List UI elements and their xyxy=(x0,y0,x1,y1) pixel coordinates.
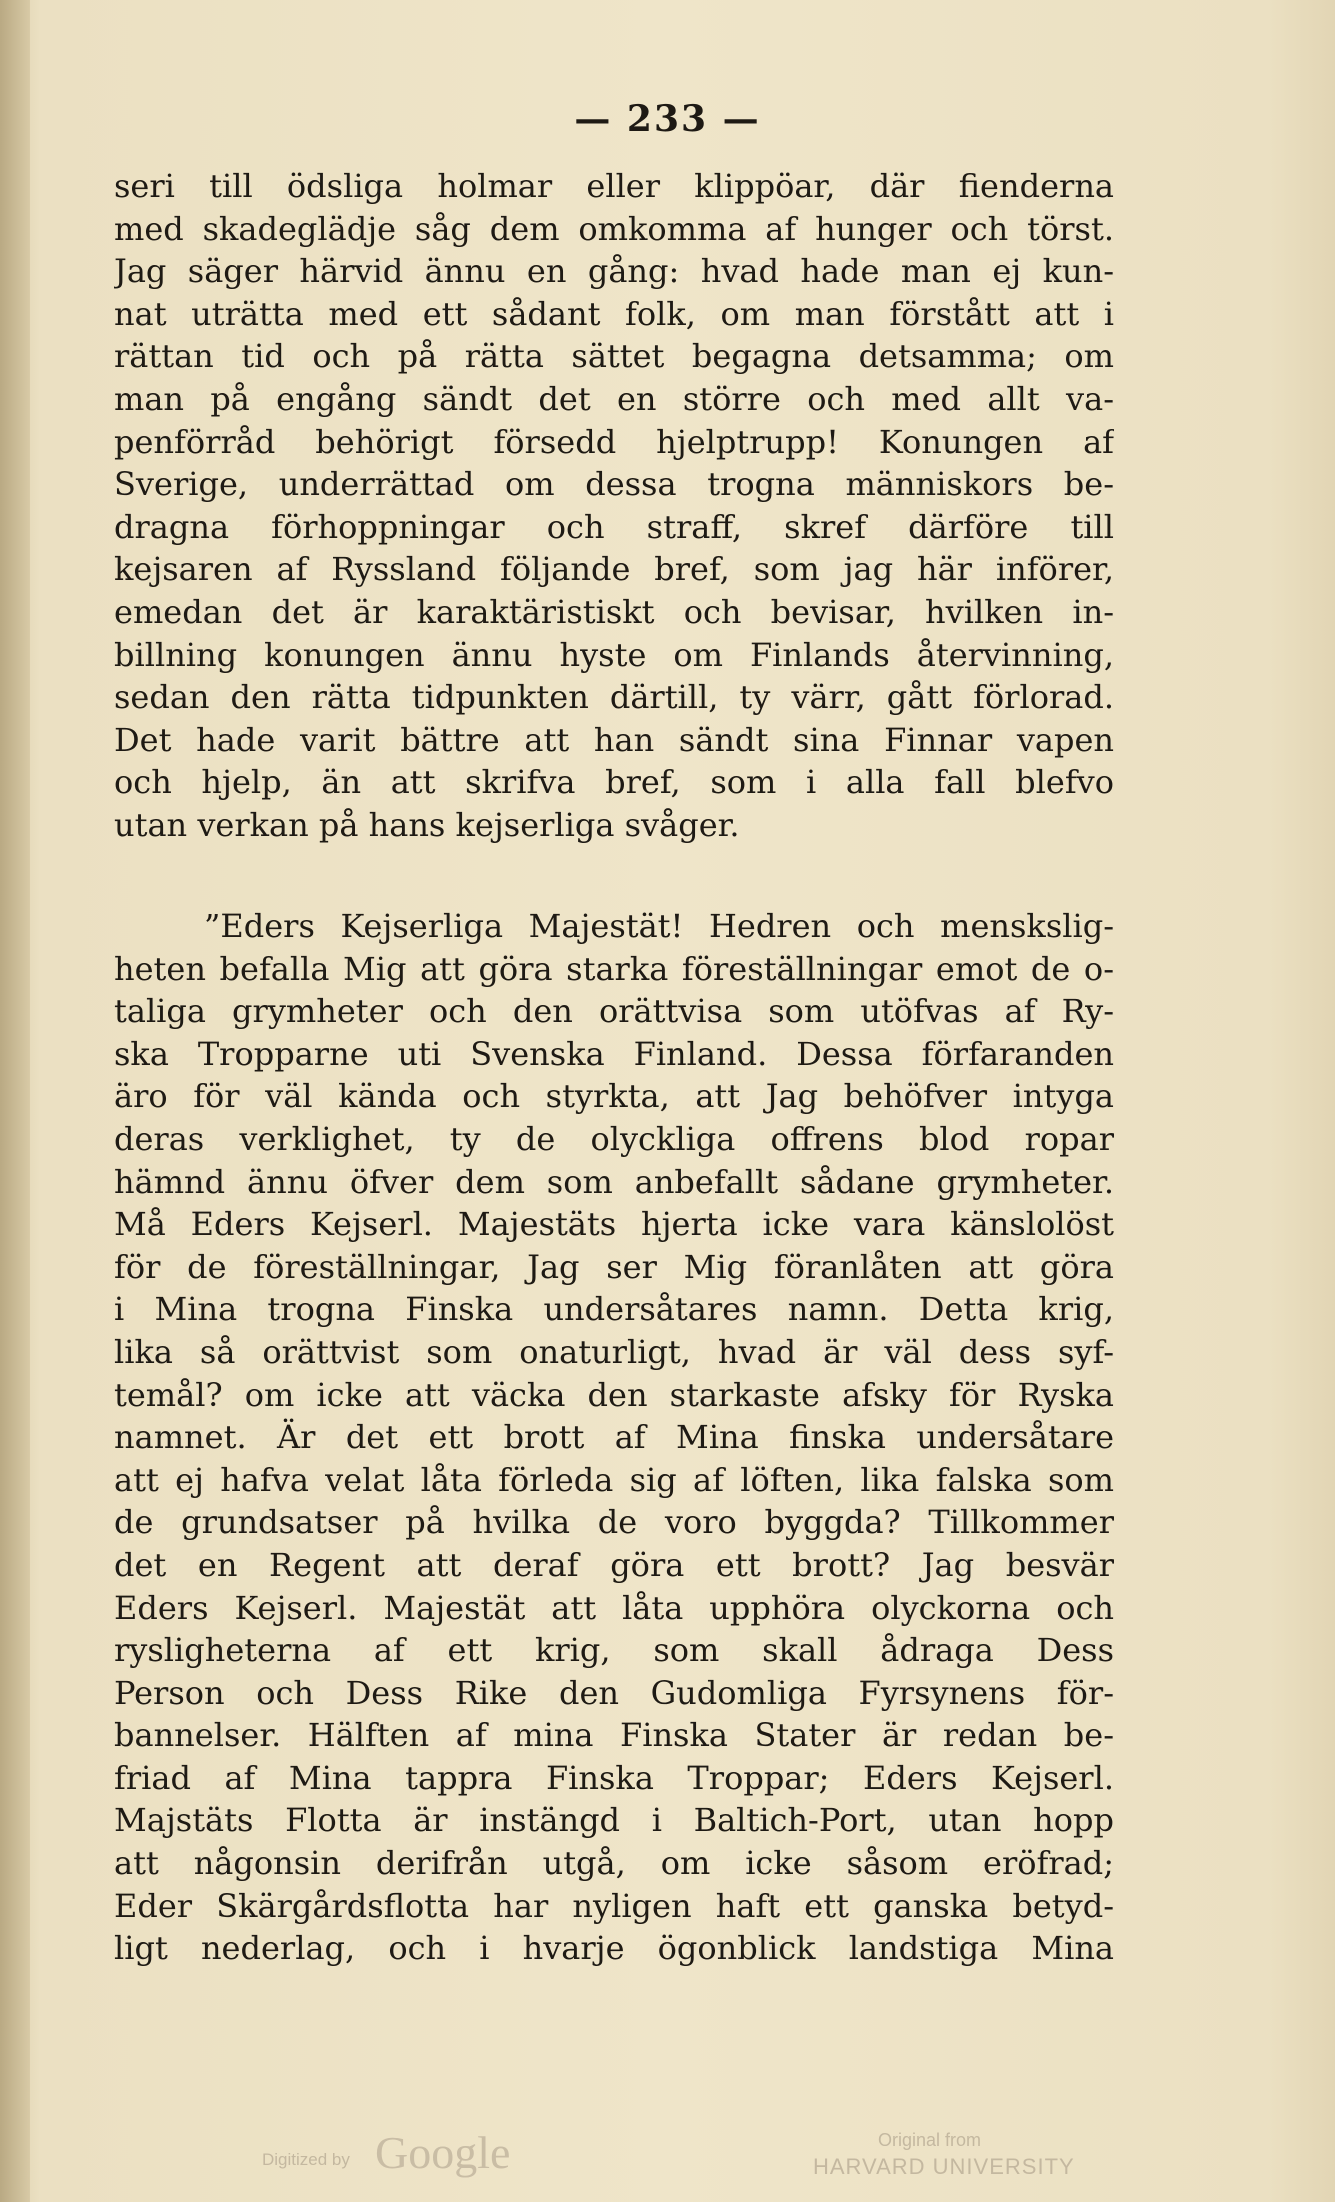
harvard-university-label: HARVARD UNIVERSITY xyxy=(813,2154,1075,2179)
paragraph-2-letter xyxy=(114,905,1114,1970)
text-line: Jag säger härvid ännu en gång: hvad hade man ej kun- xyxy=(114,252,1114,291)
text-line: billning konungen ännu hyste om Finlands återvinning, xyxy=(114,635,1114,674)
text-line: Eder Skärgårdsflotta har nyligen haft ett ganska betyd- xyxy=(114,1886,1114,1925)
text-line: emedan det är karaktäristiskt och bevisar, hvilken in- xyxy=(114,592,1114,631)
text-line: i Mina trogna Finska undersåtares namn. Detta krig, xyxy=(114,1290,1114,1329)
text-line: lika så orättvist som onaturligt, hvad är väl dess syf- xyxy=(114,1332,1114,1371)
text-line: att någonsin derifrån utgå, om icke såsom eröfrad; xyxy=(114,1844,1114,1883)
text-line: Det hade varit bättre att han sändt sina Finnar vapen xyxy=(114,720,1114,759)
text-line: de grundsatser på hvilka de voro byggda? Tillkommer xyxy=(114,1503,1114,1542)
book-binding-edge xyxy=(0,0,30,2202)
text-line: nat uträtta med ett sådant folk, om man förstått att i xyxy=(114,294,1114,333)
text-line: och hjelp, än att skrifva bref, som i alla fall blefvo xyxy=(114,763,1114,802)
text-line: bannelser. Hälften af mina Finska Stater är redan be- xyxy=(114,1716,1114,1755)
original-from-label: Original from xyxy=(878,2130,982,2150)
text-line: utan verkan på hans kejserliga svåger. xyxy=(114,805,740,844)
text-line: det en Regent att deraf göra ett brott? Jag besvär xyxy=(114,1545,1114,1584)
digitized-by-label: Digitized by xyxy=(262,2150,350,2169)
text-line: med skadeglädje såg dem omkomma af hunger och törst. xyxy=(114,209,1114,248)
text-line: att ej hafva velat låta förleda sig af löften, lika falska som xyxy=(114,1460,1114,1499)
text-line: dragna förhoppningar och straff, skref därföre till xyxy=(114,507,1114,546)
text-line: Sverige, underrättad om dessa trogna människors be- xyxy=(114,465,1114,504)
text-line: namnet. Är det ett brott af Mina finska undersåtare xyxy=(114,1418,1114,1457)
text-line: Person och Dess Rike den Gudomliga Fyrsynens för- xyxy=(114,1673,1114,1712)
text-line: man på engång sändt det en större och med allt va- xyxy=(114,379,1114,418)
text-line: rysligheterna af ett krig, som skall ådraga Dess xyxy=(114,1631,1114,1670)
text-line: Majstäts Flotta är instängd i Baltich-Port, utan hopp xyxy=(114,1801,1114,1840)
text-line: ligt nederlag, och i hvarje ögonblick landstiga Mina xyxy=(114,1929,1114,1968)
text-line: taliga grymheter och den orättvisa som utöfvas af Ry- xyxy=(114,992,1114,1031)
text-line: hämnd ännu öfver dem som anbefallt sådane grymheter. xyxy=(114,1162,1114,1201)
text-line: ska Tropparne uti Svenska Finland. Dessa förfaranden xyxy=(114,1034,1114,1073)
text-line: penförråd behörigt försedd hjelptrupp! Konungen af xyxy=(114,422,1114,461)
text-line: deras verklighet, ty de olyckliga offrens blod ropar xyxy=(114,1119,1114,1158)
text-line: rättan tid och på rätta sättet begagna detsamma; om xyxy=(114,337,1114,376)
text-line: kejsaren af Ryssland följande bref, som jag här införer, xyxy=(114,550,1114,589)
text-line: temål? om icke att väcka den starkaste afsky för Ryska xyxy=(114,1375,1114,1414)
text-line: äro för väl kända och styrkta, att Jag behöfver intyga xyxy=(114,1077,1114,1116)
text-line: ”Eders Kejserliga Majestät! Hedren och menskslig- xyxy=(204,907,1114,945)
scan-footer xyxy=(0,2118,1335,2188)
page-number: — 233 — xyxy=(574,98,761,140)
text-line: för de föreställningar, Jag ser Mig föranlåten att göra xyxy=(114,1247,1114,1286)
paragraph-1 xyxy=(114,165,1114,847)
google-logo: Google xyxy=(375,2127,511,2178)
text-line: friad af Mina tappra Finska Troppar; Eders Kejserl. xyxy=(114,1758,1114,1797)
text-line: Eders Kejserl. Majestät att låta upphöra olyckorna och xyxy=(114,1588,1114,1627)
text-line: seri till ödsliga holmar eller klippöar, där fienderna xyxy=(114,167,1114,205)
text-line: sedan den rätta tidpunkten därtill, ty värr, gått förlorad. xyxy=(114,678,1114,717)
text-line: heten befalla Mig att göra starka föreställningar emot de o- xyxy=(114,949,1114,988)
text-line: Må Eders Kejserl. Majestäts hjerta icke vara känslolöst xyxy=(114,1205,1114,1244)
